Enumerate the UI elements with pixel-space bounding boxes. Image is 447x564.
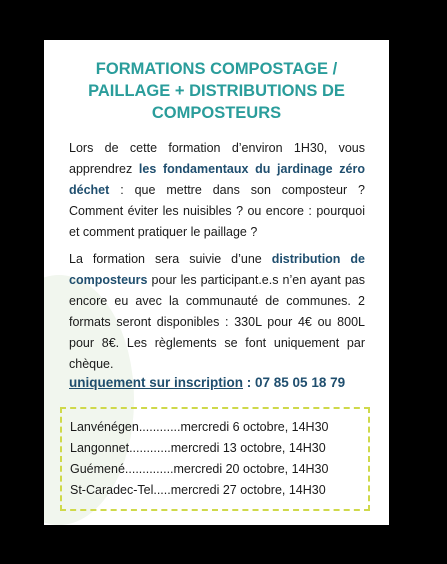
distribution-paragraph <box>69 249 365 375</box>
title-line: COMPOSTEURS <box>151 104 282 122</box>
intro-paragraph <box>69 138 365 243</box>
phone-number: : 07 85 05 18 79 <box>243 375 346 390</box>
text: : que mettre dans son composteur ? Comment éviter les nuisibles ? ou encore : pourquoi et comment pratiquer le paillage ? <box>69 183 365 239</box>
title-line: FORMATIONS COMPOSTAGE / <box>95 60 338 78</box>
text: La formation sera suivie d’une <box>69 252 272 266</box>
highlight-text: distribution de composteurs <box>69 252 365 287</box>
session-row: Lanvénégen............mercredi 6 octobre, 14H30 <box>70 420 329 434</box>
signup-link[interactable]: uniquement sur inscription <box>69 375 244 390</box>
flyer-title <box>44 58 389 124</box>
signup-line <box>69 375 379 390</box>
session-row: Guémené..............mercredi 20 octobre, 14H30 <box>70 462 329 476</box>
flyer-card <box>44 40 389 525</box>
sessions-box <box>60 407 370 511</box>
text: Lors de cette formation d’environ 1H30, vous apprendrez <box>69 141 365 176</box>
title-line: PAILLAGE + DISTRIBUTIONS DE <box>88 82 345 100</box>
session-row: Langonnet............mercredi 13 octobre, 14H30 <box>70 441 326 455</box>
session-row: St-Caradec-Tel.....mercredi 27 octobre, 14H30 <box>70 483 326 497</box>
text: pour les participant.e.s n’en ayant pas encore eu avec la communauté de communes. 2 formats seront disponibles : 330L pour 4€ ou 800L pour 8€. Les règlements se font uniquement par chèque. <box>69 273 365 371</box>
highlight-text: les fondamentaux du jardinage zéro déchet <box>69 162 365 197</box>
